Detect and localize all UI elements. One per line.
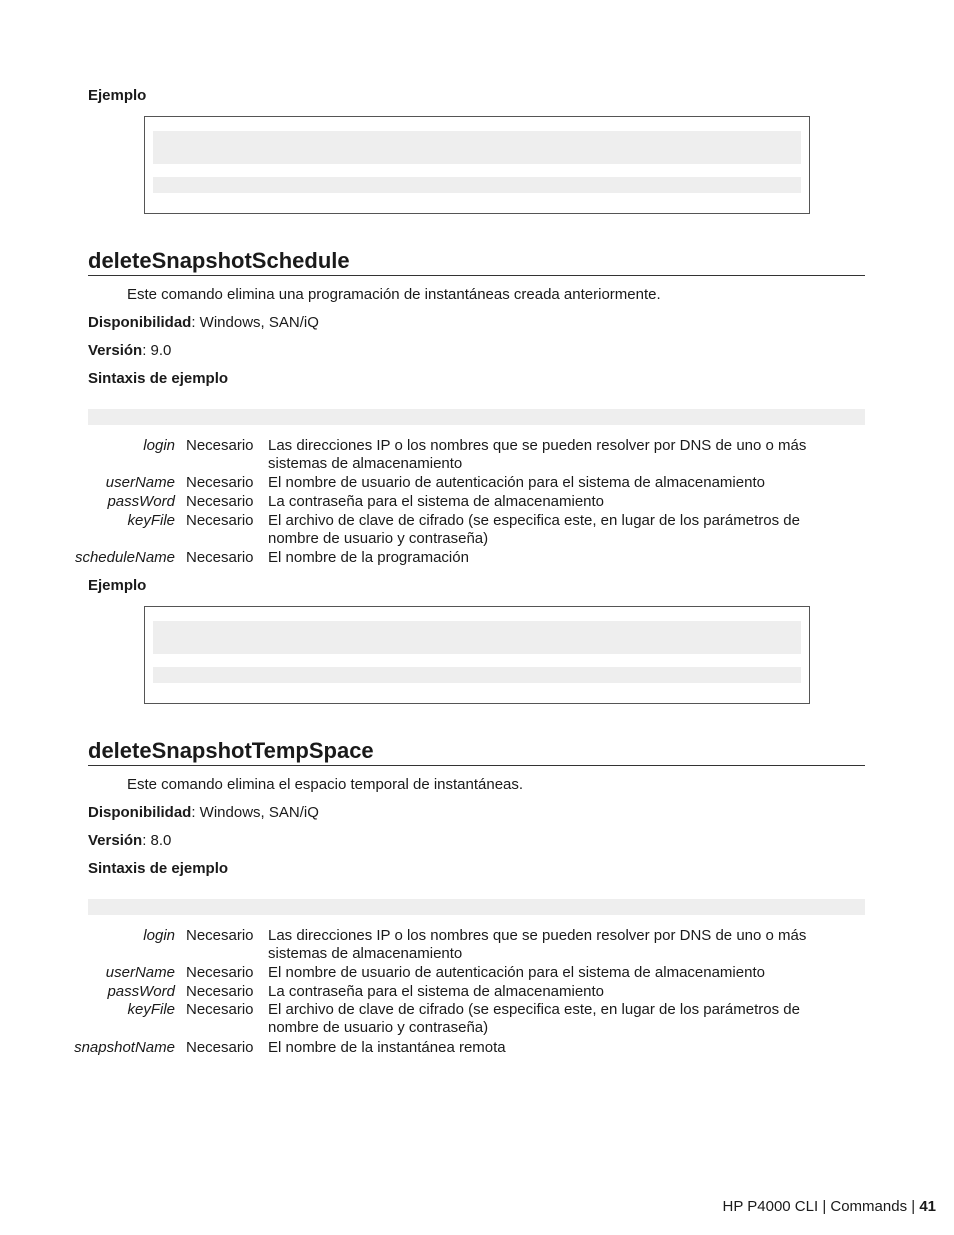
example-label: Ejemplo [88, 577, 147, 594]
param-name: passWord [107, 983, 175, 1000]
footer-text: HP P4000 CLI | Commands | [722, 1198, 916, 1215]
syntax-label: Sintaxis de ejemplo [88, 370, 229, 387]
section-title: deleteSnapshotTempSpace [88, 738, 865, 766]
syntax-label: Sintaxis de ejemplo [88, 860, 229, 877]
code-line [153, 667, 801, 683]
syntax-code-bar [88, 899, 865, 915]
availability-label: Disponibilidad [88, 314, 192, 331]
section-description: Este comando elimina una programación de instantáneas creada anteriormente. [127, 286, 661, 303]
param-required: Necesario [186, 437, 254, 454]
param-name: login [143, 927, 175, 944]
code-line [153, 177, 801, 193]
param-description: El nombre de la instantánea remota [268, 1039, 506, 1056]
example-code-box [144, 606, 810, 704]
param-name: userName [105, 474, 175, 491]
param-name: keyFile [127, 1001, 175, 1018]
param-description: Las direcciones IP o los nombres que se pueden resolver por DNS de uno o más sistemas de almacenamiento [268, 927, 807, 962]
param-description: La contraseña para el sistema de almacenamiento [268, 983, 605, 1000]
page-footer [723, 1198, 936, 1215]
param-description: La contraseña para el sistema de almacenamiento [268, 493, 605, 510]
param-description: Las direcciones IP o los nombres que se pueden resolver por DNS de uno o más sistemas de almacenamiento [268, 437, 807, 472]
param-required: Necesario [186, 964, 254, 981]
param-required: Necesario [186, 983, 254, 1000]
version-line [88, 832, 171, 849]
param-description: El archivo de clave de cifrado (se especifica este, en lugar de los parámetros de nombre de usuario y contraseña) [268, 1001, 800, 1036]
version-value: : 8.0 [142, 832, 172, 849]
param-required: Necesario [186, 493, 254, 510]
param-required: Necesario [186, 474, 254, 491]
version-label: Versión [88, 342, 143, 359]
version-line [88, 342, 171, 359]
param-required: Necesario [186, 927, 254, 944]
syntax-code-bar [88, 409, 865, 425]
code-line [153, 131, 801, 164]
param-description: El archivo de clave de cifrado (se especifica este, en lugar de los parámetros de nombre de usuario y contraseña) [268, 512, 800, 547]
param-name: keyFile [127, 512, 175, 529]
param-name: login [143, 437, 175, 454]
code-line [153, 621, 801, 654]
version-label: Versión [88, 832, 143, 849]
param-name: scheduleName [74, 549, 175, 566]
page-number: 41 [919, 1198, 936, 1215]
example-code-box-top [144, 116, 810, 214]
availability-value: : Windows, SAN/iQ [191, 804, 319, 821]
availability-line [88, 804, 319, 821]
param-name: passWord [107, 493, 175, 510]
param-required: Necesario [186, 549, 254, 566]
param-required: Necesario [186, 1001, 254, 1018]
param-description: El nombre de usuario de autenticación para el sistema de almacenamiento [268, 474, 765, 491]
param-name: snapshotName [74, 1039, 175, 1056]
availability-value: : Windows, SAN/iQ [191, 314, 319, 331]
availability-label: Disponibilidad [88, 804, 192, 821]
param-required: Necesario [186, 512, 254, 529]
param-description: El nombre de usuario de autenticación para el sistema de almacenamiento [268, 964, 765, 981]
section-title: deleteSnapshotSchedule [88, 248, 865, 276]
param-required: Necesario [186, 1039, 254, 1056]
param-description: El nombre de la programación [268, 549, 469, 566]
param-name: userName [105, 964, 175, 981]
section-description: Este comando elimina el espacio temporal de instantáneas. [127, 776, 524, 793]
availability-line [88, 314, 319, 331]
example-label-top: Ejemplo [88, 87, 147, 104]
version-value: : 9.0 [142, 342, 172, 359]
